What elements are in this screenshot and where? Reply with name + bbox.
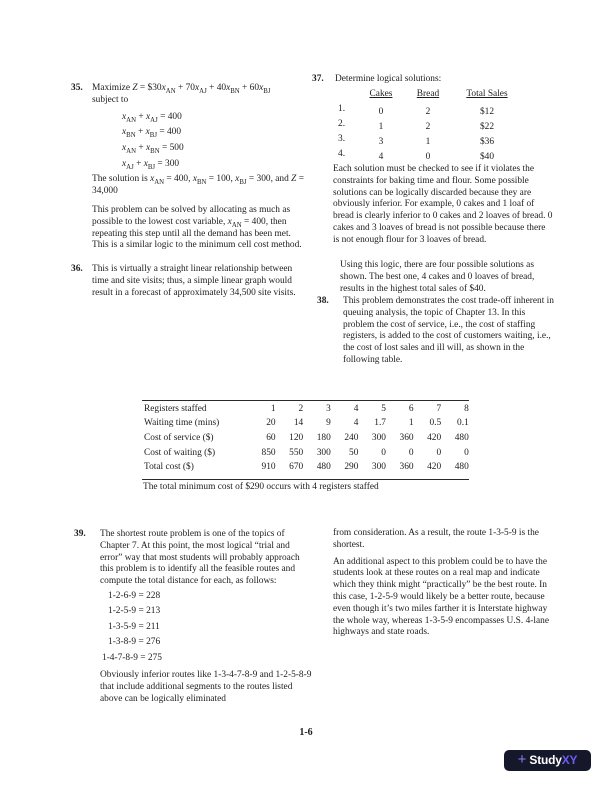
table-cell: 50 bbox=[349, 447, 359, 458]
discussion-paragraph: This problem can be solved by allocating as much as possible to the lowest cost variable, $x_{AN} = 400$, then repeating this step until all the demand has been met. This is a similar logic to the minimum cell cost method. bbox=[92, 204, 302, 251]
table-row bbox=[142, 462, 469, 477]
table-cell: 1 bbox=[378, 122, 384, 132]
table-cell: 0 bbox=[425, 152, 431, 162]
table-cell: 2 bbox=[425, 122, 431, 132]
table-row bbox=[312, 134, 554, 149]
table-cell: 120 bbox=[289, 432, 304, 443]
table-cell: 480 bbox=[454, 432, 469, 443]
solution-paragraph: The solution is $x_{AN} = 400$, $x_{BN} = 100$, $x_{BJ} = 300$, and Z = 34,000 bbox=[92, 174, 304, 197]
table-cell: $22 bbox=[479, 122, 495, 132]
problem-38-text: This problem demonstrates the cost trade-off inherent in queuing analysis, the topic of Chapter 13. In this problem the cost of service, i.e., the cost of staffing registers, is added to the cost of customers waiting, i.e., the cost of lost sales and ill will, as shown in the following table. bbox=[343, 296, 554, 365]
row-label: Waiting time (mins) bbox=[144, 418, 220, 429]
problem-39-paragraph-2: Obviously inferior routes like 1-3-4-7-8-9 and 1-2-5-8-9 that include additional segments to the routes listed above can be logically eliminated bbox=[100, 670, 312, 705]
table-cell: 290 bbox=[344, 462, 359, 473]
row-label: Registers staffed bbox=[144, 403, 207, 414]
table-cell: 4 bbox=[378, 152, 384, 162]
column-header: Bread bbox=[416, 89, 440, 99]
table-cell: 0 bbox=[381, 447, 386, 458]
table-cell: 4 bbox=[353, 418, 359, 429]
table-body bbox=[142, 400, 469, 480]
table-cell: 6 bbox=[408, 403, 414, 414]
table-cell: 2 bbox=[425, 107, 431, 117]
problem-37-intro: Determine logical solutions: bbox=[335, 74, 442, 84]
left-column-top bbox=[71, 83, 308, 298]
row-number: 3. bbox=[338, 134, 346, 144]
table-cell: 1 bbox=[425, 137, 431, 147]
problem-39-body bbox=[100, 529, 314, 706]
route-item: 1-2-6-9 = 228 bbox=[108, 590, 161, 601]
table-cell: 300 bbox=[371, 462, 386, 473]
table-cell: 8 bbox=[464, 403, 469, 414]
subject-to-label: subject to bbox=[92, 94, 129, 105]
problem-36-text: This is virtually a straight linear relationship between time and site visits; thus, a simple linear graph would result in a forecast of approximately 34,500 site visits. bbox=[92, 264, 296, 298]
table-cell: $12 bbox=[479, 107, 495, 117]
problem-number: 37. bbox=[312, 74, 324, 84]
column-header: Cakes bbox=[369, 89, 393, 99]
table-row bbox=[312, 149, 554, 164]
table-cell: 300 bbox=[316, 447, 331, 458]
table-cell: 420 bbox=[427, 432, 442, 443]
row-label: Cost of service ($) bbox=[144, 432, 214, 443]
table-cell: 3 bbox=[326, 403, 331, 414]
table-header-row bbox=[312, 89, 554, 104]
table-cell: 480 bbox=[454, 462, 469, 473]
table-row bbox=[312, 119, 554, 134]
table-caption: The total minimum cost of $290 occurs with 4 registers staffed bbox=[143, 482, 379, 493]
table-row bbox=[142, 448, 469, 463]
table-cell: 0.1 bbox=[457, 418, 469, 429]
table-cell: 300 bbox=[371, 432, 386, 443]
problem-number: 38. bbox=[317, 296, 329, 306]
table-cell: 1 bbox=[270, 403, 276, 414]
table-cell: $40 bbox=[479, 152, 495, 162]
route-item: 1-4-7-8-9 = 275 bbox=[102, 652, 162, 663]
problem-number: 36. bbox=[71, 264, 83, 274]
table-cell: 550 bbox=[289, 447, 304, 458]
problem-number: 39. bbox=[74, 529, 86, 539]
table-cell: 60 bbox=[266, 432, 276, 443]
table-cell: 0 bbox=[408, 447, 414, 458]
logo-xy-text: XY bbox=[561, 752, 578, 767]
problem-38 bbox=[312, 296, 554, 367]
page-number: 1-6 bbox=[299, 727, 313, 738]
right-column-bottom bbox=[333, 528, 557, 639]
constraint-equations bbox=[92, 112, 308, 171]
problem-39-continuation-1: from consideration. As a result, the route 1-3-5-9 is the shortest. bbox=[333, 528, 539, 550]
equation-line: $x_{AN} + x_{BN} = 500$ bbox=[122, 142, 184, 155]
problem-36 bbox=[71, 264, 308, 299]
table-cell: 0 bbox=[378, 107, 384, 117]
table-cell: 480 bbox=[316, 462, 331, 473]
problem-37-paragraph-2: Using this logic, there are four possible solutions as shown. The best one, 4 cakes and 0 loaves of bread, results in the highest total sales of $40. bbox=[340, 260, 535, 294]
problem-number: 35. bbox=[71, 83, 83, 93]
row-number: 2. bbox=[338, 119, 346, 129]
row-number: 4. bbox=[338, 149, 346, 159]
table-row bbox=[142, 418, 469, 433]
problem-39-paragraph-1: The shortest route problem is one of the topics of Chapter 7. At this point, the most logical “trial and error” way that most students will probably approach this problem is to identify all the feasible routes and compute the total distance for each, as follows: bbox=[100, 529, 300, 587]
problem-37 bbox=[312, 74, 554, 86]
route-item: 1-3-5-9 = 211 bbox=[108, 621, 160, 632]
plus-icon: + bbox=[517, 750, 527, 768]
row-label: Total cost ($) bbox=[144, 462, 194, 473]
problem-35 bbox=[71, 83, 308, 252]
table-cell: 360 bbox=[399, 432, 414, 443]
problem-39 bbox=[74, 529, 314, 706]
table-cell: 850 bbox=[261, 447, 276, 458]
table-cell: 9 bbox=[326, 418, 331, 429]
route-item: 1-3-8-9 = 276 bbox=[108, 637, 161, 648]
table-cell: $36 bbox=[479, 137, 495, 147]
equation-line: $x_{AN} + x_{AJ} = 400$ bbox=[122, 111, 182, 124]
table-row bbox=[312, 104, 554, 119]
studyxy-logo[interactable] bbox=[504, 750, 591, 771]
problem-39-continuation-2: An additional aspect to this problem could be to have the students look at these routes on a real map and indicate which they think might “practically” be the best route. In this case, 1-2-5-9 would likely be a better route, because even though it’s two miles farther it is Interstate highway the whole way, whereas 1-3-5-9 encompasses U.S. 4-lane highways and state roads. bbox=[333, 556, 549, 638]
solutions-table bbox=[312, 89, 554, 164]
table-cell: 2 bbox=[298, 403, 304, 414]
table-row bbox=[142, 433, 469, 448]
problem-35-body bbox=[92, 83, 308, 252]
table-row bbox=[142, 404, 469, 419]
table-cell: 910 bbox=[261, 462, 276, 473]
table-cell: 7 bbox=[436, 403, 442, 414]
column-header: Total Sales bbox=[466, 89, 508, 99]
table-cell: 0 bbox=[436, 447, 442, 458]
objective-function: Maximize $Z = \$30x_{AN} + 70x_{AJ} + 40x_{BN} + 60x_{BJ}$ bbox=[92, 83, 271, 95]
equation-line: $x_{BN} + x_{BJ} = 400$ bbox=[122, 127, 182, 140]
table-cell: 0.5 bbox=[429, 418, 442, 429]
logo-study-text: Study bbox=[529, 752, 562, 767]
row-label: Cost of waiting ($) bbox=[144, 447, 216, 458]
table-cell: 360 bbox=[399, 462, 414, 473]
table-cell: 420 bbox=[427, 462, 442, 473]
table-cell: 4 bbox=[353, 403, 359, 414]
equation-line: $x_{AJ} + x_{BJ} = 300$ bbox=[122, 158, 180, 171]
table-cell: 1 bbox=[408, 418, 414, 429]
table-cell: 0 bbox=[464, 447, 469, 458]
table-cell: 1.7 bbox=[374, 418, 386, 429]
table-cell: 5 bbox=[381, 403, 386, 414]
table-cell: 670 bbox=[289, 462, 304, 473]
table-cell: 14 bbox=[293, 418, 304, 429]
logo-wordmark bbox=[529, 752, 578, 767]
left-column-bottom bbox=[74, 529, 314, 706]
row-number: 1. bbox=[338, 104, 346, 114]
table-cell: 180 bbox=[316, 432, 331, 443]
table-cell: 20 bbox=[266, 418, 276, 429]
problem-37-paragraph-1: Each solution must be checked to see if it violates the constraints for baking time and flour. Some possible solutions can be logically discarded because they are obviously inferior. For example, 0 cakes and 1 loaf of bread is clearly inferior to 0 cakes and 2 loaves of bread. 0 cakes and 3 loaves of bread is not possible because there is not enough flour for 3 loaves of bread. bbox=[333, 164, 553, 245]
table-cell: 240 bbox=[344, 432, 359, 443]
route-list bbox=[100, 591, 314, 669]
table-cell: 3 bbox=[378, 137, 384, 147]
cost-tradeoff-table bbox=[142, 400, 469, 494]
route-item: 1-2-5-9 = 213 bbox=[108, 606, 161, 617]
